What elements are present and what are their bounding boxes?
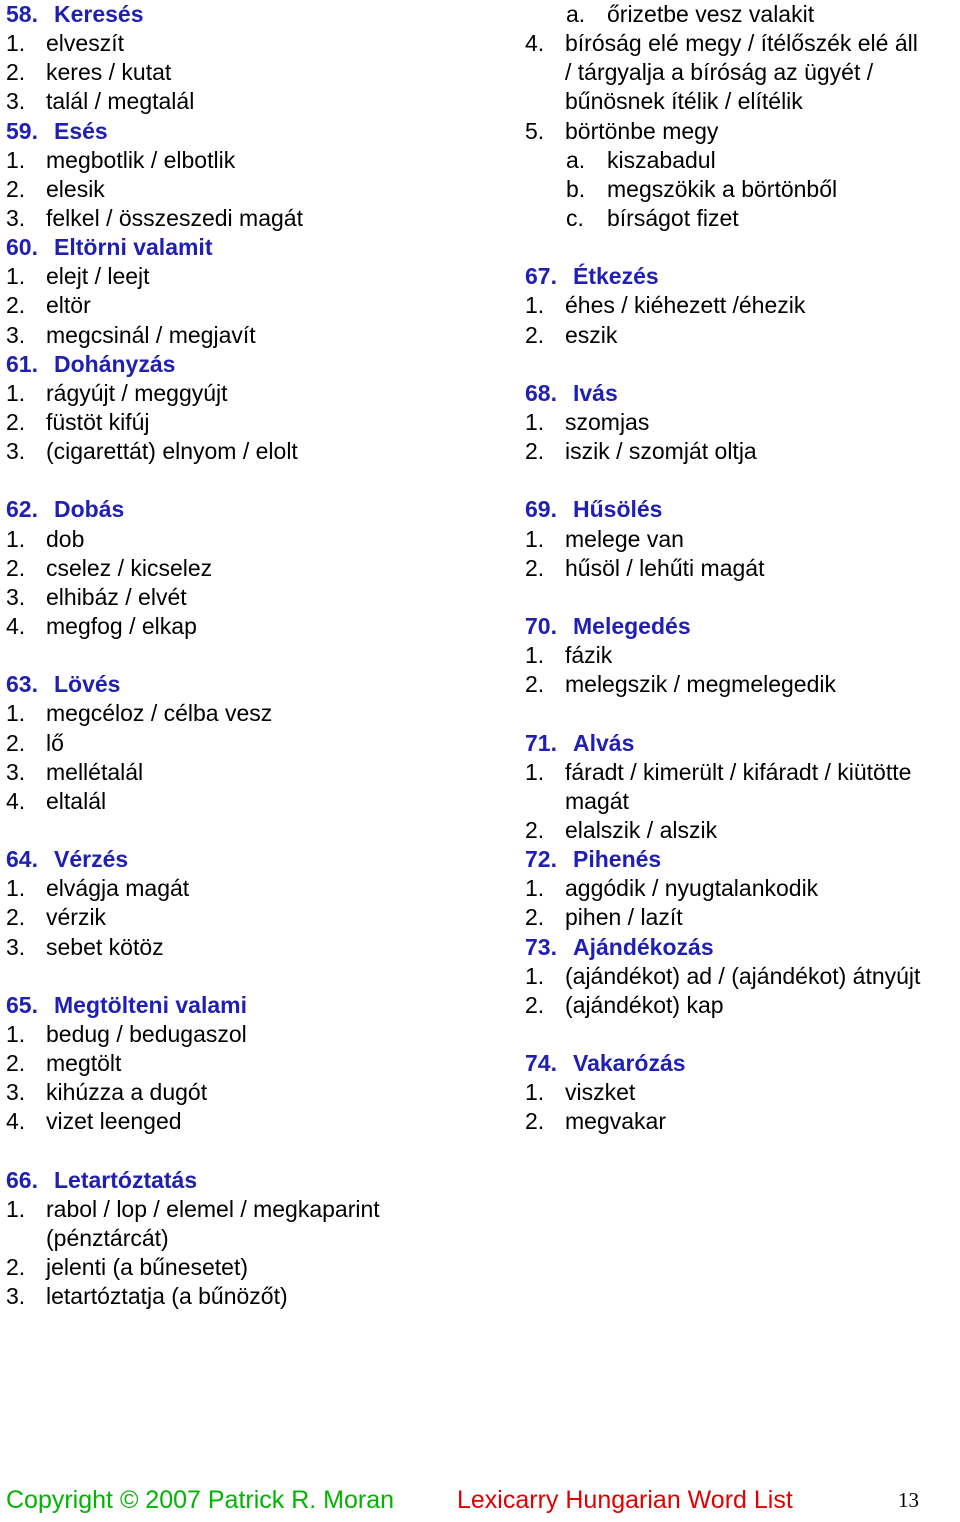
item-number: 3. — [6, 933, 26, 960]
list-item — [525, 117, 960, 146]
item-number: 4. — [6, 612, 26, 639]
item-number: 2. — [6, 554, 26, 581]
list-item — [525, 408, 960, 437]
item-text: Pihenés — [573, 846, 662, 873]
item-text: Vakarózás — [573, 1050, 686, 1077]
footer-title: Lexicarry Hungarian Word List — [457, 1486, 793, 1514]
section-heading — [6, 845, 486, 874]
item-text: börtönbe megy — [565, 117, 719, 144]
spacer — [525, 699, 960, 728]
item-text: Megtölteni valami — [54, 991, 247, 1018]
list-item — [6, 87, 486, 116]
item-number: 63. — [6, 671, 38, 698]
item-text: Dobás — [54, 496, 125, 523]
item-number: 1. — [6, 875, 26, 902]
item-text: megszökik a börtönből — [607, 175, 838, 202]
list-item — [6, 554, 486, 583]
list-item — [6, 729, 486, 758]
item-text: Keresés — [54, 1, 144, 27]
spacer — [525, 350, 960, 379]
item-number: c. — [566, 204, 584, 231]
item-text: Alvás — [573, 729, 635, 756]
item-number: 59. — [6, 117, 38, 144]
item-text: (ajándékot) ad / (ajándékot) átnyújt — [565, 962, 921, 989]
item-number: 58. — [6, 1, 38, 27]
item-number: 2. — [6, 904, 26, 931]
item-number: a. — [566, 1, 586, 27]
item-text: kiszabadul — [607, 146, 716, 173]
item-number: 1. — [6, 379, 26, 406]
list-item — [525, 321, 960, 350]
item-text: talál / megtalál — [46, 88, 195, 115]
list-item — [6, 1253, 486, 1282]
item-number: 3. — [6, 204, 26, 231]
section-heading — [525, 495, 960, 524]
item-number: 1. — [525, 525, 545, 552]
item-number: 4. — [525, 30, 545, 57]
item-number: 4. — [6, 787, 26, 814]
item-text: vérzik — [46, 904, 107, 931]
item-text: (ajándékot) kap — [565, 991, 724, 1018]
list-item — [525, 991, 960, 1020]
item-continuation — [6, 1224, 486, 1253]
section-heading — [525, 845, 960, 874]
item-text: éhes / kiéhezett /éhezik — [565, 292, 806, 319]
list-item — [6, 525, 486, 554]
item-text: (pénztárcát) — [46, 1224, 169, 1251]
item-number: 3. — [6, 583, 26, 610]
item-number: 68. — [525, 379, 557, 406]
item-text: keres / kutat — [46, 59, 172, 86]
spacer — [6, 1136, 486, 1165]
list-item — [6, 1282, 486, 1311]
item-text: kihúzza a dugót — [46, 1079, 208, 1106]
list-item — [6, 787, 486, 816]
item-number: 61. — [6, 350, 38, 377]
item-text: / tárgyalja a bíróság az ügyét / — [565, 59, 874, 86]
list-item — [6, 204, 486, 233]
left-column — [6, 0, 486, 1311]
item-number: 2. — [525, 991, 545, 1018]
section-heading — [6, 495, 486, 524]
spacer — [6, 962, 486, 991]
item-text: elejt / leejt — [46, 263, 150, 290]
spacer — [6, 816, 486, 845]
item-number: 3. — [6, 1079, 26, 1106]
item-text: Lövés — [54, 671, 121, 698]
sub-item — [525, 146, 960, 175]
item-text: elvágja magát — [46, 875, 190, 902]
item-text: fáradt / kimerült / kifáradt / kiütötte — [565, 758, 912, 785]
list-item — [6, 29, 486, 58]
list-item — [525, 758, 960, 787]
item-text: viszket — [565, 1079, 636, 1106]
item-text: dob — [46, 525, 85, 552]
section-heading — [525, 612, 960, 641]
sub-item — [525, 0, 960, 29]
item-text: megcsinál / megjavít — [46, 321, 256, 348]
item-text: (cigarettát) elnyom / elolt — [46, 438, 298, 465]
list-item — [525, 962, 960, 991]
item-text: Vérzés — [54, 846, 129, 873]
section-heading — [6, 117, 486, 146]
item-number: 3. — [6, 88, 26, 115]
list-item — [525, 641, 960, 670]
list-item — [6, 58, 486, 87]
item-number: 69. — [525, 496, 557, 523]
item-text: lő — [46, 729, 64, 756]
list-item — [6, 408, 486, 437]
item-text: eszik — [565, 321, 618, 348]
list-item — [525, 525, 960, 554]
item-number: 1. — [525, 1079, 545, 1106]
item-text: pihen / lazít — [565, 904, 683, 931]
item-number: 2. — [6, 408, 26, 435]
item-text: szomjas — [565, 408, 650, 435]
list-item — [6, 1195, 486, 1224]
spacer — [525, 583, 960, 612]
item-text: eltör — [46, 292, 91, 319]
item-text: Étkezés — [573, 263, 659, 290]
item-number: 2. — [6, 59, 26, 86]
item-number: 1. — [6, 700, 26, 727]
item-continuation — [525, 787, 960, 816]
section-heading — [525, 262, 960, 291]
item-text: rágyújt / meggyújt — [46, 379, 228, 406]
item-number: b. — [566, 175, 586, 202]
list-item — [525, 1107, 960, 1136]
section-heading — [525, 1049, 960, 1078]
list-item — [525, 874, 960, 903]
section-heading — [6, 670, 486, 699]
list-item — [6, 379, 486, 408]
spacer — [6, 466, 486, 495]
item-number: 2. — [525, 816, 545, 843]
item-number: 1. — [6, 525, 26, 552]
spacer — [525, 466, 960, 495]
item-number: 4. — [6, 1108, 26, 1135]
list-item — [6, 437, 486, 466]
item-number: 2. — [525, 1108, 545, 1135]
item-number: 1. — [525, 292, 545, 319]
list-item — [525, 437, 960, 466]
item-text: elesik — [46, 175, 105, 202]
item-number: 60. — [6, 234, 38, 261]
item-text: mellétalál — [46, 758, 144, 785]
list-item — [6, 1020, 486, 1049]
item-number: 5. — [525, 117, 545, 144]
item-number: 2. — [6, 292, 26, 319]
item-number: 1. — [525, 758, 545, 785]
item-number: 2. — [6, 1050, 26, 1077]
item-number: 2. — [525, 904, 545, 931]
item-text: vizet leenged — [46, 1108, 182, 1135]
item-text: rabol / lop / elemel / megkaparint — [46, 1195, 380, 1222]
list-item — [6, 699, 486, 728]
item-text: eltalál — [46, 787, 107, 814]
item-text: bírságot fizet — [607, 204, 739, 231]
list-item — [525, 816, 960, 845]
section-heading — [6, 0, 486, 29]
item-number: 3. — [6, 758, 26, 785]
list-item — [6, 291, 486, 320]
item-text: megtölt — [46, 1050, 122, 1077]
item-text: megfog / elkap — [46, 612, 197, 639]
item-text: Melegedés — [573, 612, 691, 639]
sub-item — [525, 175, 960, 204]
item-number: 67. — [525, 263, 557, 290]
item-text: aggódik / nyugtalankodik — [565, 875, 819, 902]
item-number: 66. — [6, 1166, 38, 1193]
list-item — [525, 554, 960, 583]
section-heading — [525, 379, 960, 408]
list-item — [6, 1078, 486, 1107]
item-text: melege van — [565, 525, 684, 552]
page-number: 13 — [898, 1488, 919, 1512]
footer-copyright: Copyright © 2007 Patrick R. Moran — [6, 1486, 395, 1514]
item-number: 1. — [6, 263, 26, 290]
item-text: Hűsölés — [573, 496, 663, 523]
list-item — [6, 903, 486, 932]
list-item — [525, 903, 960, 932]
list-item — [6, 1049, 486, 1078]
item-text: elveszít — [46, 30, 124, 57]
section-heading — [525, 933, 960, 962]
item-text: megvakar — [565, 1108, 666, 1135]
item-number: 1. — [525, 408, 545, 435]
item-text: füstöt kifúj — [46, 408, 150, 435]
item-number: 2. — [525, 671, 545, 698]
item-number: 72. — [525, 846, 557, 873]
item-number: 73. — [525, 933, 557, 960]
item-number: 2. — [525, 554, 545, 581]
item-continuation — [525, 58, 960, 87]
item-number: 1. — [6, 1020, 26, 1047]
item-text: Ajándékozás — [573, 933, 714, 960]
item-text: magát — [565, 787, 629, 814]
item-text: Esés — [54, 117, 108, 144]
page-footer — [6, 1484, 956, 1516]
list-item — [6, 583, 486, 612]
item-text: iszik / szomját oltja — [565, 438, 757, 465]
item-text: letartóztatja (a bűnözőt) — [46, 1283, 288, 1310]
spacer — [6, 641, 486, 670]
item-text: megbotlik / elbotlik — [46, 146, 236, 173]
item-number: 71. — [525, 729, 557, 756]
section-heading — [525, 729, 960, 758]
item-number: 1. — [6, 146, 26, 173]
item-text: cselez / kicselez — [46, 554, 213, 581]
item-number: 3. — [6, 438, 26, 465]
item-number: 1. — [525, 962, 545, 989]
list-item — [6, 262, 486, 291]
list-item — [6, 612, 486, 641]
list-item — [525, 1078, 960, 1107]
sub-item — [525, 204, 960, 233]
item-text: sebet kötöz — [46, 933, 164, 960]
item-number: 2. — [6, 729, 26, 756]
item-number: 2. — [525, 321, 545, 348]
spacer — [525, 1020, 960, 1049]
item-text: elhibáz / elvét — [46, 583, 187, 610]
item-number: 1. — [525, 875, 545, 902]
item-number: 64. — [6, 846, 38, 873]
list-item — [525, 291, 960, 320]
item-number: 1. — [6, 30, 26, 57]
list-item — [6, 175, 486, 204]
right-column — [525, 0, 960, 1136]
item-text: bíróság elé megy / ítélőszék elé áll — [565, 30, 918, 57]
list-item — [525, 29, 960, 58]
item-text: hűsöl / lehűti magát — [565, 554, 765, 581]
item-text: bedug / bedugaszol — [46, 1020, 247, 1047]
item-text: Dohányzás — [54, 350, 176, 377]
item-number: 2. — [525, 438, 545, 465]
item-number: 65. — [6, 991, 38, 1018]
item-text: fázik — [565, 642, 613, 669]
item-number: 2. — [6, 175, 26, 202]
section-heading — [6, 350, 486, 379]
list-item — [525, 670, 960, 699]
item-text: elalszik / alszik — [565, 816, 718, 843]
item-text: jelenti (a bűnesetet) — [46, 1254, 249, 1281]
item-text: bűnösnek ítélik / elítélik — [565, 88, 803, 115]
list-item — [6, 321, 486, 350]
item-text: melegszik / megmelegedik — [565, 671, 837, 698]
item-number: 3. — [6, 1283, 26, 1310]
item-number: 70. — [525, 612, 557, 639]
item-text: felkel / összeszedi magát — [46, 204, 303, 231]
item-text: megcéloz / célba vesz — [46, 700, 273, 727]
list-item — [6, 933, 486, 962]
item-number: 3. — [6, 321, 26, 348]
section-heading — [6, 991, 486, 1020]
list-item — [6, 874, 486, 903]
section-heading — [6, 1166, 486, 1195]
list-item — [6, 758, 486, 787]
section-heading — [6, 233, 486, 262]
item-text: Letartóztatás — [54, 1166, 198, 1193]
item-number: 74. — [525, 1050, 557, 1077]
item-number: 62. — [6, 496, 38, 523]
item-number: 2. — [6, 1254, 26, 1281]
list-item — [6, 1107, 486, 1136]
item-continuation — [525, 87, 960, 116]
spacer — [525, 233, 960, 262]
item-number: a. — [566, 146, 586, 173]
item-text: Eltörni valamit — [54, 234, 213, 261]
item-number: 1. — [6, 1195, 26, 1222]
item-text: Ivás — [573, 379, 618, 406]
list-item — [6, 146, 486, 175]
item-number: 1. — [525, 642, 545, 669]
item-text: őrizetbe vesz valakit — [607, 1, 815, 27]
